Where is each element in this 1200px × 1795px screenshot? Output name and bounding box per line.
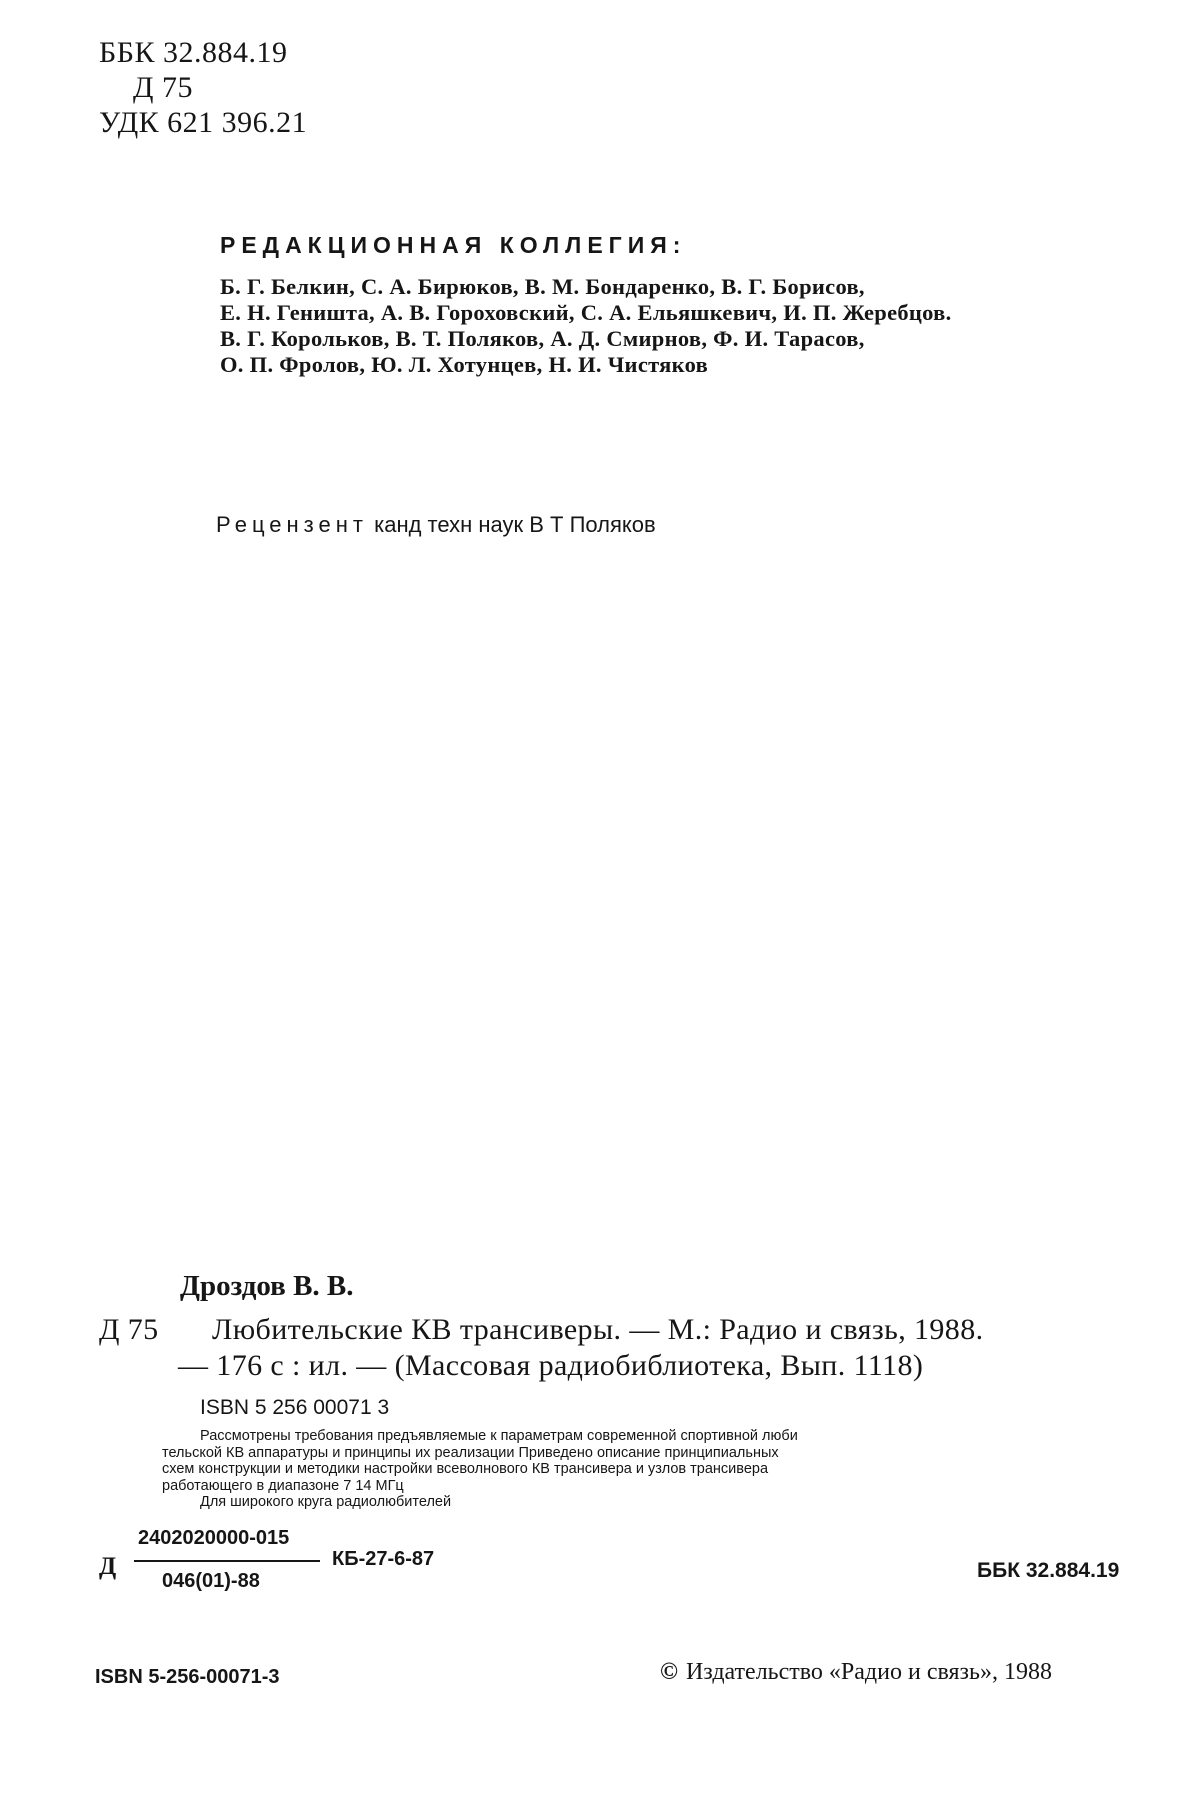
editorial-board-members: [220, 274, 952, 378]
annotation-line: работающего в диапазоне 7 14 МГц: [162, 1477, 404, 1494]
udk-code: УДК 621 396.21: [99, 106, 308, 139]
copyright-icon: ©: [660, 1659, 678, 1685]
annotation-line: схем конструкции и методики настройки всеволнового КВ трансивера и узлов трансивера: [162, 1461, 769, 1477]
reviewer-text: канд техн наук В Т Поляков: [374, 512, 656, 537]
index-kb: КБ-27-6-87: [332, 1548, 435, 1570]
editorial-board-line: Б. Г. Белкин, С. А. Бирюков, В. М. Бондаренко, В. Г. Борисов,: [220, 274, 865, 299]
catalog-isbn: ISBN 5 256 00071 3: [200, 1396, 390, 1419]
index-denominator: 046(01)-88: [162, 1570, 260, 1592]
editorial-board-line: Е. Н. Геништа, А. В. Гороховский, С. А. Ельяшкевич, И. П. Жеребцов.: [220, 300, 952, 325]
index-numerator: 2402020000-015: [138, 1527, 290, 1549]
footer-copyright: [660, 1659, 1052, 1686]
annotation-line: тельской КВ аппаратуры и принципы их реализации Приведено описание принципиальных: [162, 1444, 779, 1461]
catalog-annotation: [162, 1428, 798, 1511]
footer-isbn: ISBN 5-256-00071-3: [95, 1666, 280, 1688]
copyright-text: Издательство «Радио и связь», 1988: [685, 1659, 1052, 1685]
catalog-author: Дроздов В. В.: [180, 1270, 354, 1302]
index-letter: Д: [99, 1553, 117, 1580]
reviewer-label: Рецензент: [216, 512, 368, 537]
editorial-board-line: О. П. Фролов, Ю. Л. Хотунцев, Н. И. Чистяков: [220, 352, 709, 377]
author-code: Д 75: [133, 71, 193, 104]
catalog-series-line: — 176 с : ил. — (Массовая радиобиблиотека, Вып. 1118): [178, 1349, 924, 1382]
catalog-title-line: Любительские КВ трансиверы. — М.: Радио и связь, 1988.: [212, 1313, 984, 1346]
bbk-code: ББК 32.884.19: [99, 36, 288, 69]
reviewer: [216, 512, 656, 538]
index-bbk: ББК 32.884.19: [977, 1559, 1120, 1582]
editorial-board-title: РЕДАКЦИОННАЯ КОЛЛЕГИЯ:: [220, 232, 687, 258]
catalog-code: Д 75: [99, 1313, 159, 1346]
annotation-audience: Для широкого круга радиолюбителей: [200, 1494, 452, 1510]
annotation-line: Рассмотрены требования предъявляемые к параметрам современной спортивной люби: [200, 1428, 798, 1444]
fraction-line: [134, 1560, 320, 1562]
editorial-board-line: В. Г. Корольков, В. Т. Поляков, А. Д. Смирнов, Ф. И. Тарасов,: [220, 326, 865, 351]
